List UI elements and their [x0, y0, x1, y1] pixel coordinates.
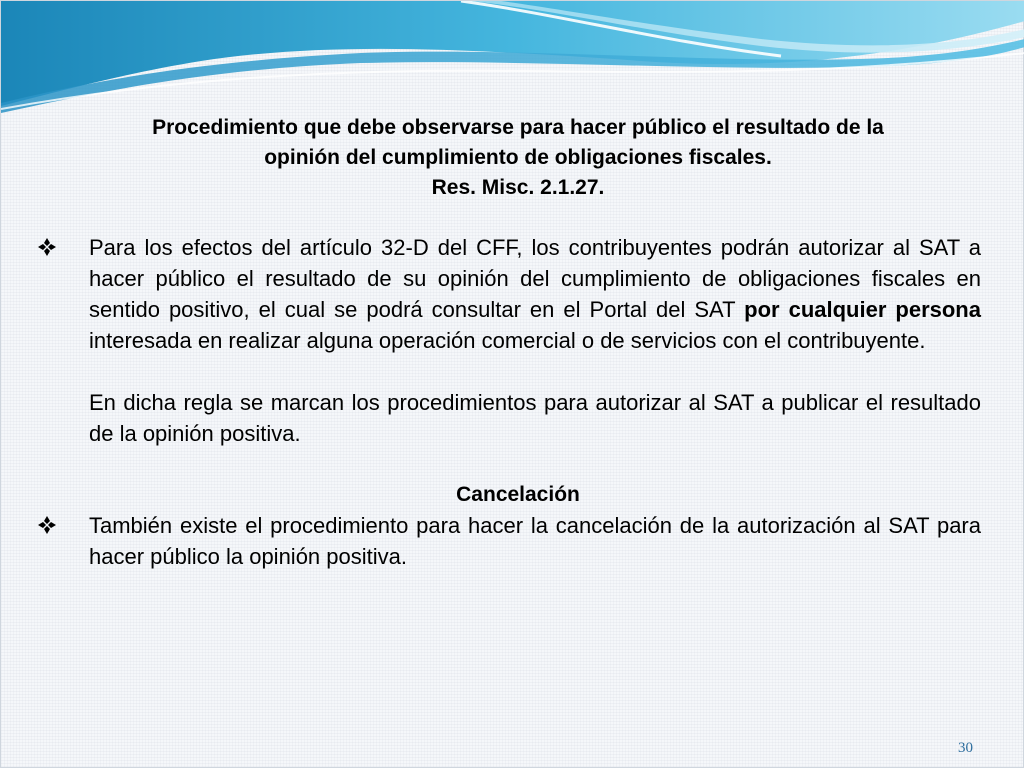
bullet-1-text-start: Para los efectos del artículo 32-D del CFF, los contribuyentes podrán autorizar al SAT a hacer público el resultado de su opinión del cumplimiento de obligaciones fiscales en sentido positivo, el cual se podrá consultar en el Portal del SAT — [89, 235, 981, 322]
header-wave-decoration — [1, 1, 1024, 121]
bullet-1-text-bold: por cualquier persona — [744, 297, 981, 322]
page-number: 30 — [958, 740, 973, 756]
diamond-bullet-icon — [37, 515, 57, 535]
bullet-1-text-end: interesada en realizar alguna operación comercial o de servicios con el contribuyente. — [89, 328, 926, 353]
slide-content — [37, 113, 981, 572]
paragraph-2: En dicha regla se marcan los procedimientos para autorizar al SAT a publicar el resultado de la opinión positiva. — [89, 390, 981, 446]
bullet-item-2 — [37, 510, 981, 572]
diamond-bullet-icon — [37, 237, 57, 257]
title-line-3: Res. Misc. 2.1.27. — [431, 176, 605, 199]
bullet-item-1 — [37, 232, 981, 356]
title-line-2: opinión del cumplimiento de obligaciones fiscales. — [264, 146, 772, 169]
bullet-2-text: También existe el procedimiento para hacer la cancelación de la autorización al SAT para hacer público la opinión positiva. — [89, 513, 981, 569]
section-heading-cancelacion: Cancelación — [456, 483, 580, 506]
title-line-1: Procedimiento que debe observarse para hacer público el resultado de la — [152, 116, 884, 139]
slide-title — [37, 113, 981, 203]
